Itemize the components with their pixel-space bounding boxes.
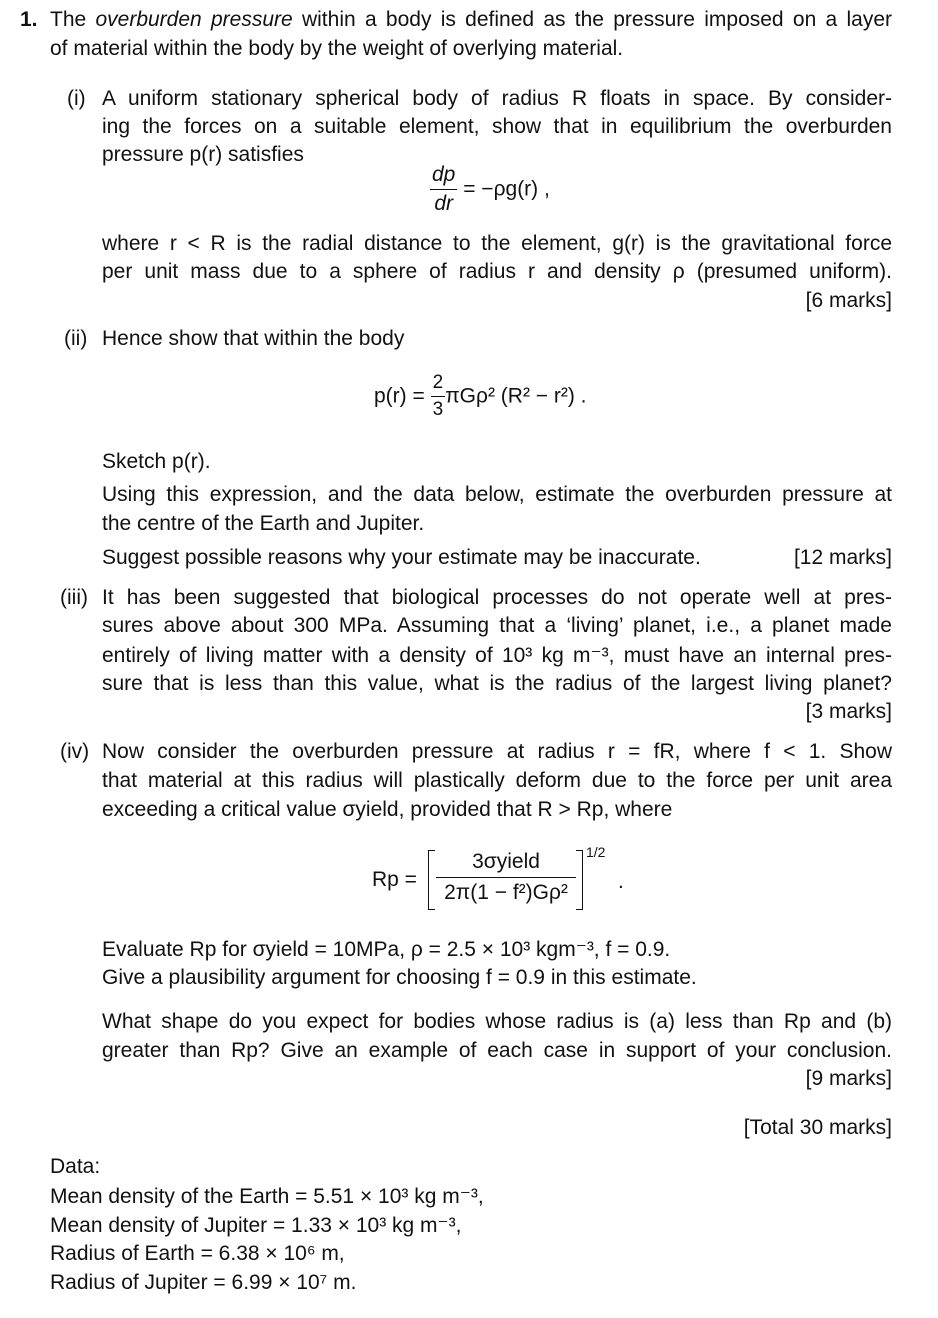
part-i-marks: [6 marks]: [805, 289, 892, 312]
equation-end: .: [618, 870, 624, 893]
part-i-where-1: where r < R is the radial distance to the element, g(r) is the gravitational force: [102, 232, 892, 255]
part-iv-label: (iv): [60, 740, 90, 763]
part-ii-using-1: Using this expression, and the data below, estimate the overburden pressure at: [102, 483, 892, 506]
part-ii-suggest: Suggest possible reasons why your estimate may be inaccurate.: [102, 546, 701, 569]
part-iii-line-3: entirely of living matter with a density of 10³ kg m⁻³, must have an internal pres-: [102, 644, 892, 667]
intro-line-2: of material within the body by the weight of overlying material.: [50, 37, 624, 60]
part-iv-shape-1: What shape do you expect for bodies whose radius is (a) less than Rp and (b): [102, 1010, 892, 1033]
fraction-denominator: 3: [432, 399, 444, 420]
equation-rp-lhs: Rp =: [372, 868, 417, 891]
data-line: Radius of Earth = 6.38 × 10⁶ m,: [50, 1242, 345, 1265]
part-iii-line-2: sures above about 300 MPa. Assuming that a ‘living’ planet, i.e., a planet made: [102, 614, 892, 637]
part-ii-line-1: Hence show that within the body: [102, 327, 405, 350]
part-iii-label: (iii): [60, 586, 88, 609]
fraction-rp: [436, 850, 576, 905]
part-iv-line-3: exceeding a critical value σyield, provided that R > Rp, where: [102, 798, 673, 821]
part-iii-marks: [3 marks]: [805, 700, 892, 723]
part-iv-give: Give a plausibility argument for choosing f = 0.9 in this estimate.: [102, 966, 697, 989]
data-line: Radius of Jupiter = 6.99 × 10⁷ m.: [50, 1271, 357, 1294]
equation-exponent: 1/2: [586, 844, 606, 860]
data-line: Mean density of the Earth = 5.51 × 10³ kg m⁻³,: [50, 1185, 484, 1208]
fraction-dp-dr: [430, 163, 457, 216]
intro-line-1: The overburden pressure within a body is defined as the pressure imposed on a layer: [50, 8, 892, 31]
fraction-two-thirds: [431, 372, 446, 421]
part-iv-line-2: that material at this radius will plastically deform due to the force per unit area: [102, 769, 892, 792]
part-iv-line-1: Now consider the overburden pressure at radius r = fR, where f < 1. Show: [102, 740, 892, 763]
part-i-line-1: A uniform stationary spherical body of radius R floats in space. By consider-: [102, 87, 892, 110]
part-i-label: (i): [67, 87, 86, 110]
equation-lhs: p(r) =: [374, 384, 425, 408]
part-i-line-3: pressure p(r) satisfies: [102, 143, 304, 166]
part-iv-evaluate: Evaluate Rp for σyield = 10MPa, ρ = 2.5 × 10³ kgm⁻³, f = 0.9.: [102, 938, 671, 961]
question-number: 1.: [20, 8, 38, 31]
part-ii-sketch: Sketch p(r).: [102, 450, 211, 473]
part-iii-line-4: sure that is less than this value, what is the radius of the largest living planet?: [102, 672, 892, 695]
left-bracket: [428, 850, 435, 910]
equation-p-of-r: [374, 372, 587, 421]
part-ii-marks: [12 marks]: [793, 546, 892, 569]
part-i-line-2: ing the forces on a suitable element, show that in equilibrium the overburden: [102, 115, 892, 138]
part-i-where-2: per unit mass due to a sphere of radius r and density ρ (presumed uniform).: [102, 260, 892, 283]
fraction-denominator: dr: [434, 192, 454, 215]
part-iv-marks: [9 marks]: [805, 1067, 892, 1090]
equation-rhs: πGρ² (R² − r²) .: [445, 384, 587, 408]
part-iv-shape-2: greater than Rp? Give an example of each case in support of your conclusion.: [102, 1039, 892, 1062]
part-ii-using-2: the centre of the Earth and Jupiter.: [102, 512, 425, 535]
data-line: Mean density of Jupiter = 1.33 × 10³ kg m⁻³,: [50, 1214, 462, 1237]
part-ii-label: (ii): [64, 327, 88, 350]
right-bracket: [576, 850, 583, 910]
data-heading: Data:: [50, 1155, 101, 1178]
equation-rhs: = −ρg(r) ,: [463, 177, 550, 201]
fraction-denominator: 2π(1 − f²)Gρ²: [444, 881, 568, 904]
equation-dp-dr: [430, 163, 550, 216]
fraction-numerator: dp: [430, 163, 457, 190]
fraction-numerator: 2: [431, 372, 446, 397]
fraction-numerator: 3σyield: [436, 850, 576, 878]
part-iii-line-1: It has been suggested that biological processes do not operate well at pres-: [102, 586, 892, 609]
total-marks: [Total 30 marks]: [743, 1116, 892, 1139]
